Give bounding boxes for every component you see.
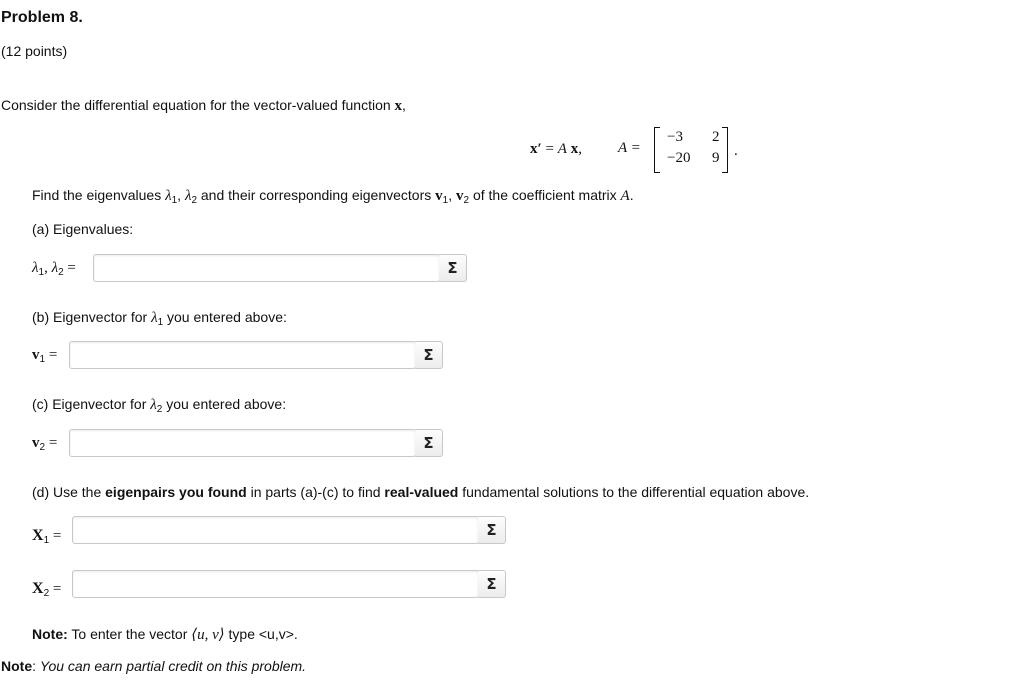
find-A: A [620, 188, 630, 204]
eq-equals: = [541, 141, 558, 157]
solution-1-equation-editor-button[interactable] [478, 516, 506, 544]
fundamental-solution-1-input[interactable] [72, 516, 479, 544]
sigma-icon: Σ [447, 259, 458, 277]
x2-var: X [32, 580, 44, 597]
eigenvalues-equation-editor-button[interactable] [439, 254, 467, 282]
eq-x: x [570, 141, 579, 157]
part-c-eq: = [45, 435, 58, 451]
eigenvalues-input[interactable] [93, 254, 440, 282]
part-a-eq: = [63, 260, 76, 276]
find-comma-2: , [448, 187, 456, 203]
vector-entry-note [32, 625, 298, 644]
problem-intro [1, 97, 406, 115]
eq-A: A [557, 141, 567, 157]
part-c-label [32, 396, 286, 415]
problem-points: (12 points) [1, 43, 68, 59]
note2-text: You can earn partial credit on this problem. [39, 658, 307, 674]
solution-2-equation-editor-button[interactable] [478, 570, 506, 598]
part-b-label [32, 309, 287, 328]
part-a-lhs [32, 259, 76, 278]
part-b-post: you entered above: [163, 309, 287, 325]
part-d-t2: in parts (a)-(c) to find [246, 484, 385, 500]
part-c-sub: 2 [156, 404, 163, 415]
part-d-t1: (d) Use the [32, 484, 106, 500]
note2-bold: Note [1, 658, 33, 674]
matrix-end: . [734, 143, 738, 159]
part-a-sub2: 2 [58, 267, 64, 278]
find-dot: . [629, 187, 634, 203]
matrix-a11: −3 [667, 129, 683, 145]
eigenvector-2-input[interactable] [69, 429, 416, 457]
v-1-sub: 1 [442, 195, 449, 206]
note1-vec: ⟨u, v⟩ [191, 627, 225, 643]
part-a-sep: , [44, 260, 52, 276]
matrix-left-bracket [654, 127, 660, 173]
matrix-a21: −20 [667, 150, 691, 166]
lambda-2-sub: 2 [191, 195, 197, 206]
find-text2: and their corresponding eigenvectors [197, 187, 436, 203]
sigma-icon: Σ [486, 521, 497, 539]
eq-lhs: x′ [530, 141, 542, 157]
note1-text: To enter the vector [67, 626, 192, 642]
eigenvector-1-equation-editor-button[interactable] [415, 341, 443, 369]
x2-sub: 2 [43, 588, 50, 599]
problem-title: Problem 8. [1, 9, 83, 26]
matrix-a12: 2 [712, 129, 720, 145]
part-b-sub: 1 [157, 317, 164, 328]
eq-comma: , [578, 141, 582, 157]
x2-eq: = [49, 581, 62, 597]
x1-var: X [32, 527, 44, 544]
part-a-lam2: λ [51, 260, 59, 276]
v-1: v [435, 188, 443, 204]
part-d-t3: fundamental solutions to the differential equation above. [458, 484, 810, 500]
find-instruction [32, 187, 634, 206]
note1-text2: type <u,v>. [224, 626, 298, 642]
part-d-b2: real-valued [384, 484, 459, 500]
A-label: A = [618, 140, 641, 156]
part-c-lhs [32, 434, 57, 453]
intro-var: x [394, 98, 403, 114]
intro-text: Consider the differential equation for the vector-valued function [1, 97, 391, 113]
lambda-2: λ [184, 188, 192, 204]
v-2-sub: 2 [463, 195, 470, 206]
part-b-lam: λ [151, 310, 158, 326]
find-text1: Find the eigenvalues [32, 187, 166, 203]
part-d-b1: eigenpairs you found [105, 484, 247, 500]
lambda-1-sub: 1 [171, 195, 178, 206]
part-c-pre: (c) Eigenvector for [32, 396, 151, 412]
part-c-post: you entered above: [162, 396, 287, 412]
coefficient-matrix [654, 127, 732, 171]
eigenvector-1-input[interactable] [69, 341, 416, 369]
part-a-sub1: 1 [38, 267, 45, 278]
v-2: v [456, 188, 464, 204]
eigenvector-2-equation-editor-button[interactable] [415, 429, 443, 457]
sigma-icon: Σ [486, 575, 497, 593]
lambda-1: λ [165, 188, 172, 204]
matrix-a22: 9 [712, 150, 720, 166]
note2-colon: : [32, 658, 40, 674]
sigma-icon: Σ [423, 346, 434, 364]
x1-eq: = [49, 528, 62, 544]
matrix-right-bracket [722, 127, 728, 173]
part-c-v-sub: 2 [39, 442, 46, 453]
part-b-lhs [32, 346, 57, 365]
fundamental-solution-2-input[interactable] [72, 570, 479, 598]
part-b-pre: (b) Eigenvector for [32, 309, 152, 325]
part-d-x2-lhs [32, 580, 61, 599]
part-b-eq: = [45, 347, 58, 363]
find-text3: of the coefficient matrix [469, 187, 621, 203]
part-c-v: v [32, 435, 40, 451]
partial-credit-note [1, 658, 306, 674]
differential-equation [530, 140, 582, 158]
part-d-label [32, 484, 809, 500]
part-d-x1-lhs [32, 527, 61, 546]
note1-bold: Note: [32, 626, 68, 642]
intro-end: , [402, 97, 406, 113]
find-comma-1: , [177, 187, 185, 203]
part-b-v: v [32, 347, 40, 363]
x1-sub: 1 [43, 535, 50, 546]
part-c-lam: λ [150, 397, 157, 413]
part-b-v-sub: 1 [39, 354, 46, 365]
part-a-label: (a) Eigenvalues: [32, 221, 134, 237]
sigma-icon: Σ [423, 434, 434, 452]
part-a-lam1: λ [32, 260, 39, 276]
